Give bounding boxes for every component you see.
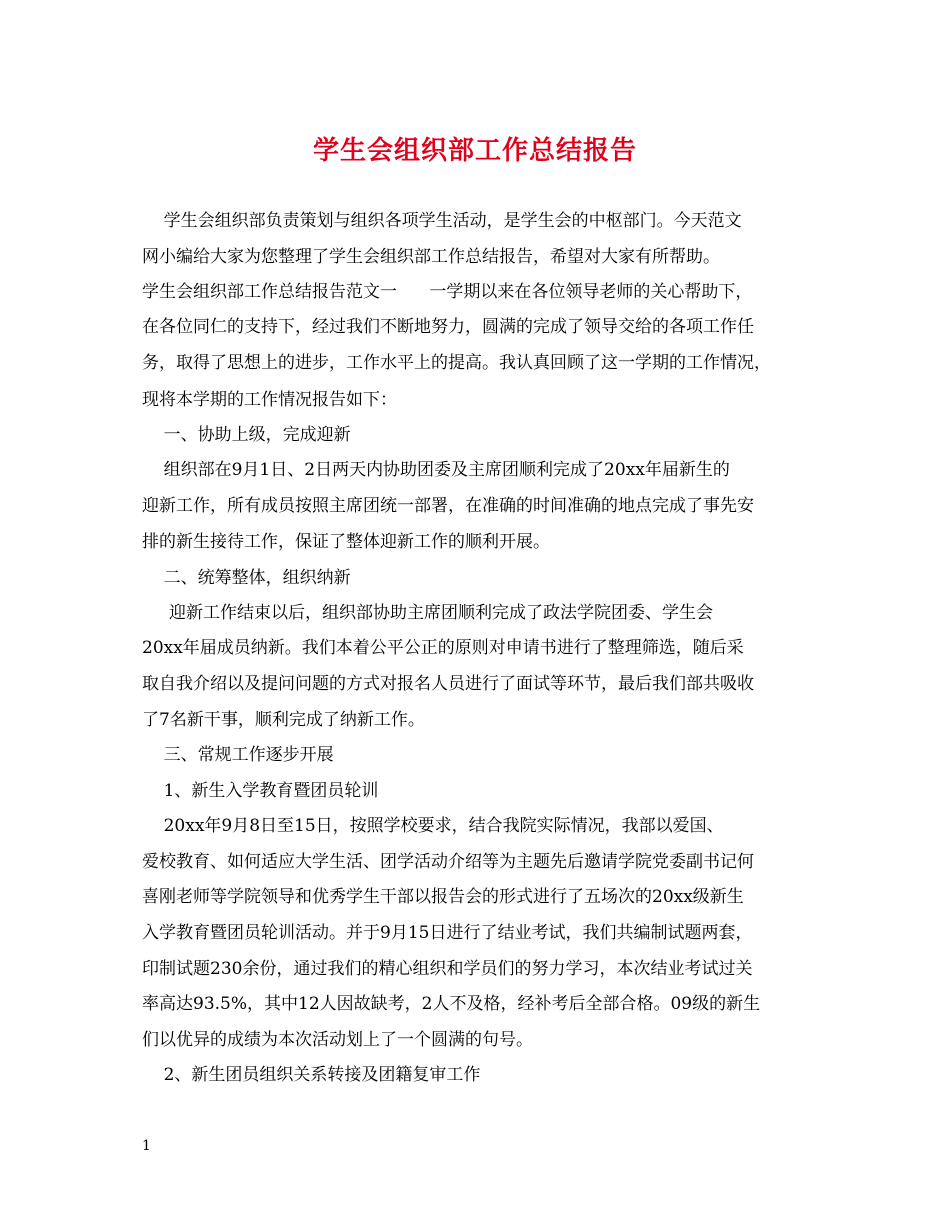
body-line: 学生会组织部工作总结报告范文一 一学期以来在各位领导老师的关心帮助下，: [142, 282, 753, 302]
body-line: 印制试题230余份，通过我们的精心组织和学员们的努力学习，本次结业考试过关: [142, 959, 753, 979]
body-line: 网小编给大家为您整理了学生会组织部工作总结报告，希望对大家有所帮助。: [142, 247, 720, 267]
subsection-heading: 1、新生入学教育暨团员轮训: [142, 781, 379, 801]
body-line: 务，取得了思想上的进步，工作水平上的提高。我认真回顾了这一学期的工作情况，: [142, 353, 771, 373]
body-line: 迎新工作结束以后，组织部协助主席团顺利完成了政法学院团委、学生会: [142, 603, 714, 623]
body-line: 率高达93.5%，其中12人因故缺考，2人不及格，经补考后全部合格。09级的新生: [142, 994, 761, 1014]
body-line: 组织部在9月1日、2日两天内协助团委及主席团顺利完成了20xx年届新生的: [142, 460, 730, 480]
body-line: 20xx年届成员纳新。我们本着公平公正的原则对申请书进行了整理筛选，随后采: [142, 638, 744, 658]
body-line: 学生会组织部负责策划与组织各项学生活动，是学生会的中枢部门。今天范文: [142, 211, 742, 231]
section-heading: 一、协助上级，完成迎新: [142, 425, 351, 445]
body-line: 喜刚老师等学院领导和优秀学生干部以报告会的形式进行了五场次的20xx级新生: [142, 887, 744, 907]
body-line: 排的新生接待工作，保证了整体迎新工作的顺利开展。: [142, 532, 550, 552]
body-line: 在各位同仁的支持下，经过我们不断地努力，圆满的完成了领导交给的各项工作任: [142, 317, 754, 337]
body-line: 们以优异的成绩为本次活动划上了一个圆满的句号。: [142, 1030, 533, 1050]
body-line: 现将本学期的工作情况报告如下：: [142, 390, 397, 410]
document-title: 学生会组织部工作总结报告: [312, 136, 637, 166]
body-line: 迎新工作，所有成员按照主席团统一部署，在准确的时间准确的地点完成了事先安: [142, 496, 754, 516]
subsection-heading: 2、新生团员组织关系转接及团籍复审工作: [142, 1065, 481, 1085]
body-line: 了7名新干事，顺利完成了纳新工作。: [142, 710, 425, 730]
section-heading: 二、统筹整体，组织纳新: [142, 568, 351, 588]
body-line: 爱校教育、如何适应大学生活、团学活动介绍等为主题先后邀请学院党委副书记何: [142, 852, 754, 872]
body-line: 取自我介绍以及提问问题的方式对报名人员进行了面试等环节，最后我们部共吸收: [142, 674, 754, 694]
page-number: 1: [142, 1138, 151, 1154]
body-line: 入学教育暨团员轮训活动。并于9月15日进行了结业考试，我们共编制试题两套，: [142, 923, 753, 943]
body-line: 20xx年9月8日至15日，按照学校要求，结合我院实际情况，我部以爱国、: [142, 816, 724, 836]
section-heading: 三、常规工作逐步开展: [142, 745, 334, 765]
